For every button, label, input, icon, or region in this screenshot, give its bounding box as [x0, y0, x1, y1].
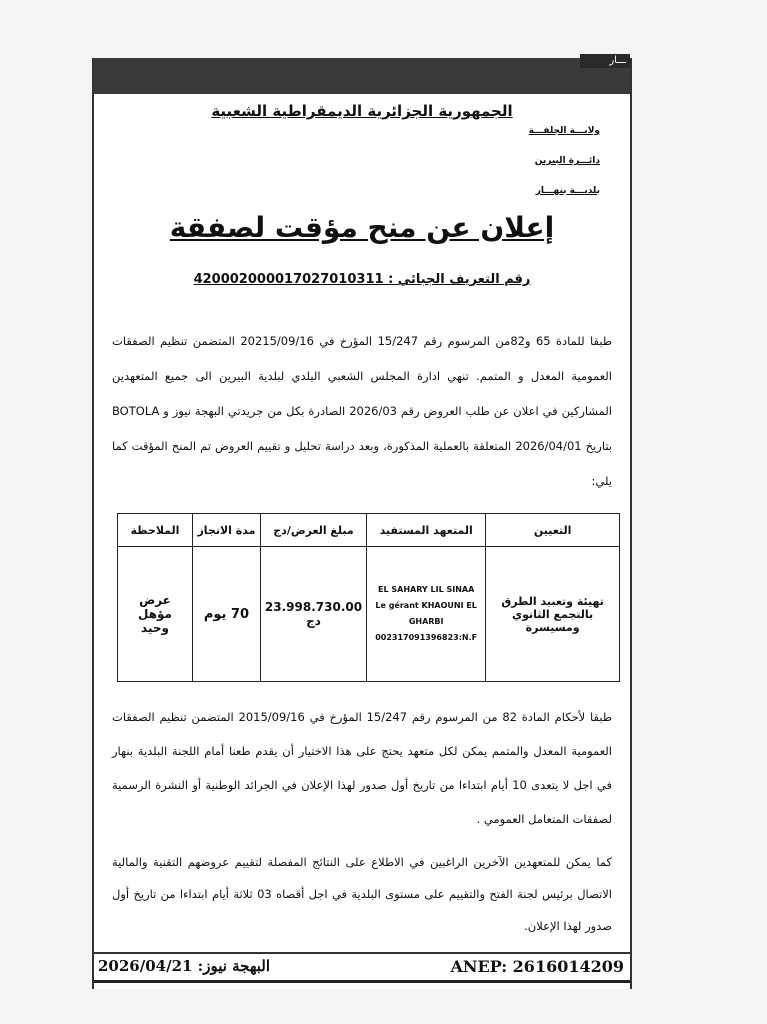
daira-label: دائـــرة البيرين: [534, 156, 600, 166]
wilaya-label: ولايـــة الجلفـــة: [528, 126, 600, 136]
cell-designation: تهيئة وتعبيد الطرق بالتجمع الثانوي ومسيسرة: [486, 547, 620, 682]
firm-name: EL SAHARY LIL SINAA: [378, 585, 475, 594]
firm-manager: Le gérant KHAOUNI EL GHARBI: [375, 601, 477, 626]
fiscal-id: رقم التعريف الجبائي : 420002000017027010311: [193, 272, 531, 287]
firm-nif: 002317091396823:N.F: [375, 633, 478, 642]
header-note: الملاحظة: [118, 514, 193, 547]
cell-note: عرض مؤهل وحيد: [118, 547, 193, 682]
commune-label: بلديـــة بنهـــار: [535, 186, 600, 196]
cell-duration: 70 يوم: [192, 547, 260, 682]
spacer: [94, 942, 630, 952]
newspaper-date: البهجة نيوز: 2026/04/21: [98, 957, 271, 975]
header-firm: المتعهد المستفيد: [367, 514, 486, 547]
anep-number: ANEP: 2616014209: [450, 957, 624, 976]
page-title: إعلان عن منح مؤقت لصفقة: [169, 211, 555, 244]
table-header-row: [118, 514, 620, 547]
table-row: [118, 547, 620, 682]
header-tab: ـــار: [580, 54, 630, 68]
header-area: [94, 94, 630, 204]
objection-paragraph: طبقا لأحكام المادة 82 من المرسوم رقم 15/247 المؤرخ في 2015/09/16 المتضمن تنظيم الصفقات العمومية المعدل والمتمم يمكن لكل متعهد يحتج على هذا الاختيار أن يقدم طعنا أمام اللجنة البلدية بنهار في اجل لا يتعدى 10 أيام ابتداءا من تاريخ أول صدور لهذا الإعلان في الجرائد الوطنية أو النشرة الرسمية لصفقات المتعامل العمومي .: [112, 710, 612, 826]
results-paragraph: كما يمكن للمتعهدين الآخرين الراغبين في الاطلاع على النتائج المفصلة لتقييم عروضهم التقنية والمالية الاتصال برئيس لجنة الفتح والتقييم على مستوى البلدية في اجل أقصاه 03 ثلاثة أيام ابتداءا من تاريخ أول صدور لهذا الإعلان.: [112, 855, 612, 933]
intro-paragraph: طبقا للمادة 65 و82من المرسوم رقم 15/247 المؤرخ في 20215/09/16 المتضمن تنظيم الصفقات العمومية المعدل و المتمم. تنهي ادارة المجلس الشعبي البلدي لبلدية البيرين الى جميع المتعهدين المشاركين في اعلان عن طلب العروض رقم 2026/03 الصادرة بكل من جريدتي البهجة نيوز و BOTOLA بتاريخ 2026/04/01 المتعلقة بالعملية المذكورة، وبعد دراسة تحليل و تقييم العروض تم المنح المؤقت كما يلي:: [112, 334, 613, 488]
header-amount: مبلغ العرض/دج: [260, 514, 366, 547]
footer-bar: [94, 952, 630, 983]
header-designation: التعيين: [486, 514, 620, 547]
republic-heading: الجمهورية الجزائرية الديمقراطية الشعبية: [211, 102, 513, 120]
header-bar: [94, 55, 630, 94]
award-table: [117, 513, 620, 682]
announcement-document: [92, 55, 632, 989]
header-duration: مدة الانجاز: [192, 514, 260, 547]
cell-amount: 23.998.730.00 دج: [260, 547, 366, 682]
cell-firm: [367, 547, 486, 682]
